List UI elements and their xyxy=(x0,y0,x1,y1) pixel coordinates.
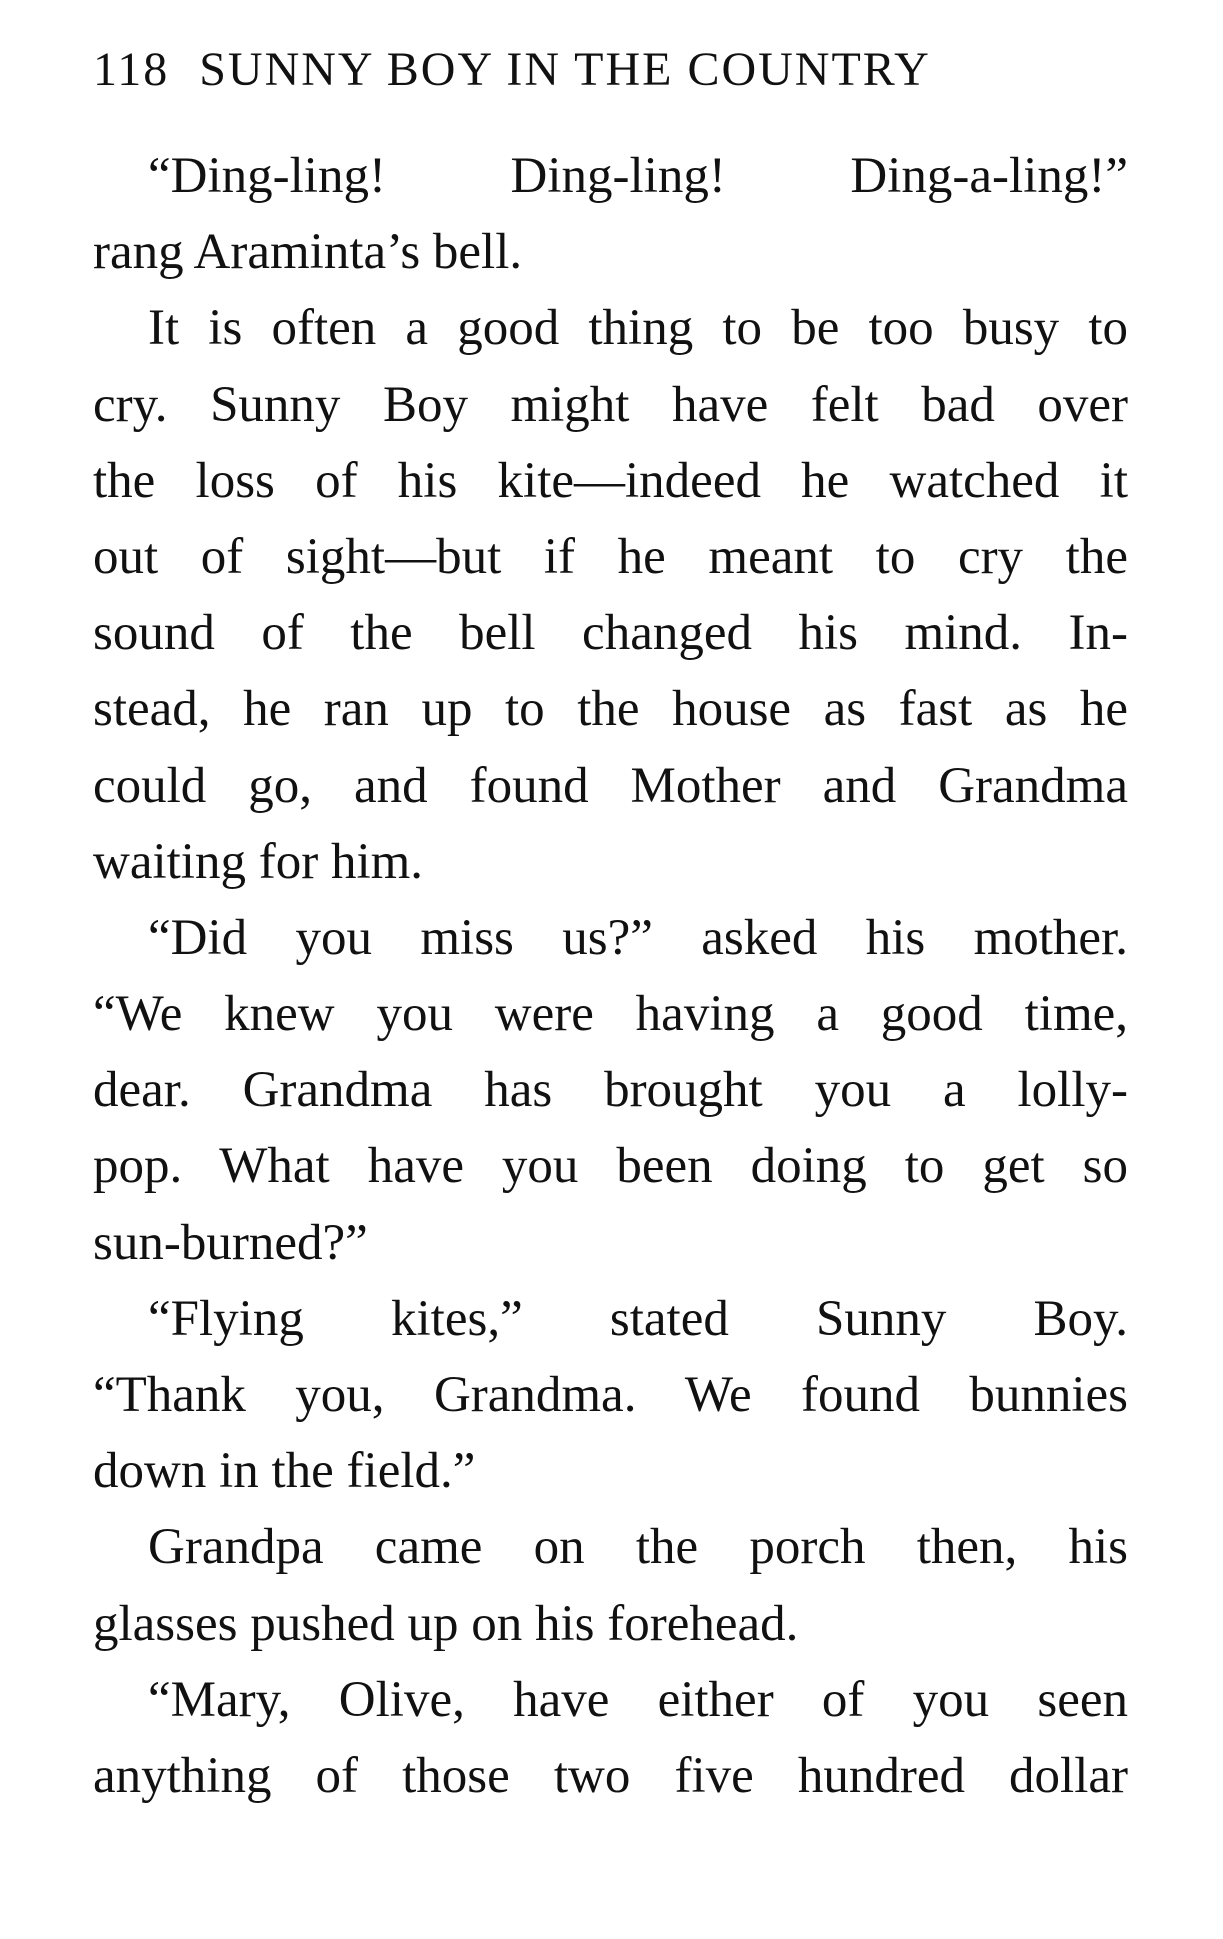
text-line: “Ding-ling! Ding-ling! Ding-a-ling!” xyxy=(148,148,1128,204)
page-number: 118 xyxy=(93,43,170,96)
text-line: “We knew you were having a good time, xyxy=(93,986,1128,1043)
text-line: down in the field.” xyxy=(93,1443,476,1500)
text-line: glasses pushed up on his forehead. xyxy=(93,1595,799,1652)
body-text xyxy=(93,138,1128,1814)
text-line: cry. Sunny Boy might have felt bad over xyxy=(93,376,1128,433)
text-line: sun-burned?” xyxy=(93,1214,368,1271)
text-line: stead, he ran up to the house as fast as he xyxy=(93,681,1128,738)
text-line: rang Araminta’s bell. xyxy=(93,224,523,281)
text-line: “Did you miss us?” asked his mother. xyxy=(148,909,1128,966)
running-head xyxy=(93,40,1133,100)
text-line: waiting for him. xyxy=(93,833,424,890)
book-title: SUNNY BOY IN THE COUNTRY xyxy=(199,43,931,96)
text-line: Grandpa came on the porch then, his xyxy=(148,1519,1128,1576)
text-line: “Flying kites,” stated Sunny Boy. xyxy=(148,1290,1128,1347)
text-line: “Thank you, Grandma. We found bunnies xyxy=(93,1367,1128,1423)
text-line: anything of those two five hundred dollar xyxy=(93,1747,1128,1804)
text-line: could go, and found Mother and Grandma xyxy=(93,757,1128,814)
text-line: It is often a good thing to be too busy to xyxy=(148,300,1128,357)
text-line: the loss of his kite—indeed he watched it xyxy=(93,452,1128,509)
text-line: pop. What have you been doing to get so xyxy=(93,1138,1128,1195)
text-line: out of sight—but if he meant to cry the xyxy=(93,528,1128,585)
text-line: dear. Grandma has brought you a lolly- xyxy=(93,1062,1128,1119)
text-line: sound of the bell changed his mind. In- xyxy=(93,605,1128,662)
text-line: “Mary, Olive, have either of you seen xyxy=(148,1671,1128,1728)
